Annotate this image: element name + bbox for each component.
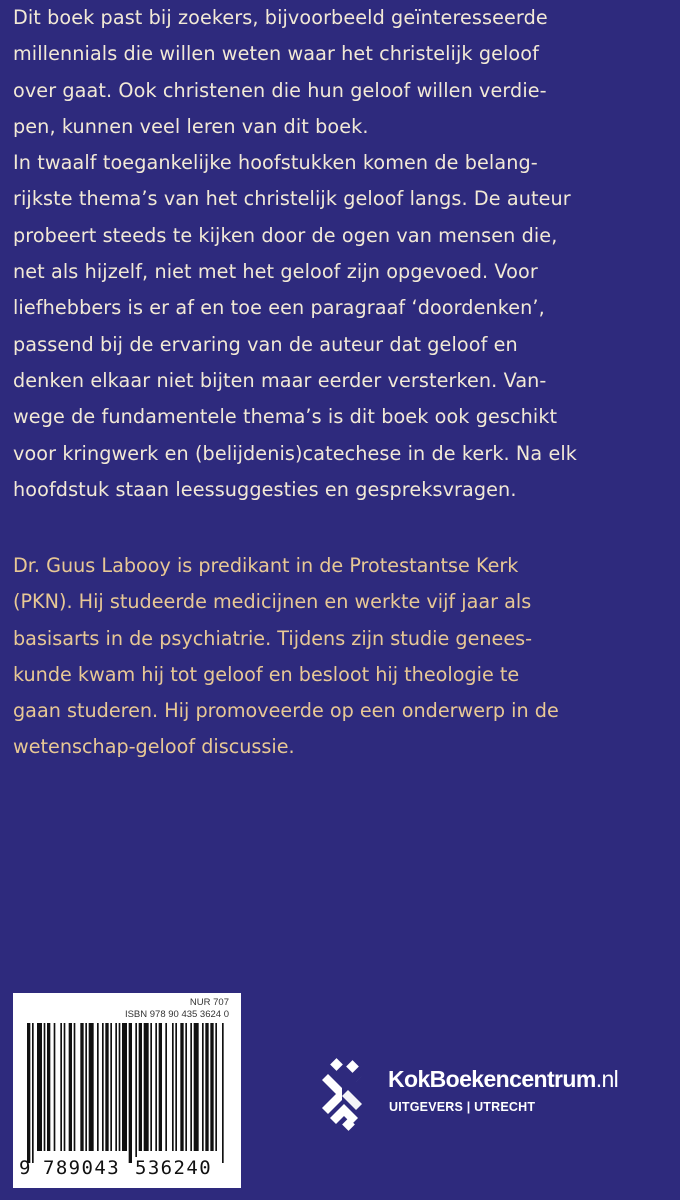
blurb-line: rijkste thema’s van het christelijk geloof langs. De auteur [13,187,571,211]
author-line: kunde kwam hij tot geloof en besloot hij theologie te [13,662,520,686]
barcode-bar [172,1023,174,1151]
blurb-line: probeert steeds te kijken door de ogen van mensen die, [13,223,558,247]
barcode-bar [102,1023,104,1151]
barcode-bar [74,1023,76,1151]
nur-code: NUR 707 [189,997,229,1008]
barcode-digit-first: 9 [19,1157,31,1179]
publisher-name [388,1066,618,1093]
barcode-bar [80,1023,83,1151]
isbn-number: ISBN 978 90 435 3624 0 [124,1009,229,1020]
blurb-line: hoofdstuk staan leessuggesties en gespreksvragen. [13,477,517,501]
blurb-line: over gaat. Ook christenen die hun geloof willen verdie- [13,78,547,102]
blurb-line: net als hijzelf, niet met het geloof zijn opgevoed. Voor [13,260,538,284]
publisher-mark-icon [318,1054,378,1134]
blurb-line: wege de fundamentele thema’s is dit boek ook geschikt [13,405,558,429]
barcode-bar [97,1023,99,1151]
barcode-bar [122,1023,127,1151]
author-line: gaan studeren. Hij promoveerde op een onderwerp in de [13,699,559,723]
barcode-bar [150,1023,152,1151]
blurb-line: millennials die willen weten waar het christelijk geloof [13,42,539,66]
blurb-line: pen, kunnen veel leren van dit boek. [13,114,369,138]
blurb-line: denken elkaar niet bijten maar eerder versterken. Van- [13,368,547,392]
isbn-barcode [13,993,241,1188]
publisher-logo [318,1054,678,1134]
blurb-line: voor kringwerk en (belijdenis)catechese in de kerk. Na elk [13,441,577,465]
author-line: (PKN). Hij studeerde medicijnen en werkte vijf jaar als [13,590,532,614]
barcode-bar [165,1023,167,1151]
barcode-bar [47,1023,50,1151]
barcode-bar [190,1023,192,1151]
author-line: Dr. Guus Labooy is predikant in de Protestantse Kerk [13,554,519,577]
blurb-line: In twaalf toegankelijke hoofstukken komen de belang- [13,151,538,175]
barcode-bar [139,1023,142,1151]
barcode-bar [27,1023,30,1163]
barcode-bar [205,1023,208,1151]
barcode-bar [129,1023,132,1163]
barcode-bar [85,1023,87,1151]
barcode-bar [105,1023,108,1151]
barcode-bar [185,1023,187,1151]
barcode-bar [37,1023,42,1151]
author-line: basisarts in de psychiatrie. Tijdens zijn studie genees- [13,626,533,650]
barcode-bar [155,1023,157,1151]
publisher-subtitle: UITGEVERS | UTRECHT [389,1100,536,1114]
barcode-bar [54,1023,56,1151]
barcode-bar [194,1023,199,1151]
barcode-bar [210,1023,213,1151]
barcode-bar [144,1023,149,1151]
barcode-bar [32,1023,34,1163]
blurb-line: Dit boek past bij zoekers, bijvoorbeeld geïnteresseerde [13,6,548,29]
publisher-name-main: KokBoekencentrum [388,1066,596,1092]
author-line: wetenschap-geloof discussie. [13,735,295,759]
barcode-bar [222,1023,224,1163]
barcode-bar [119,1023,121,1151]
blurb-line: passend bij de ervaring van de auteur dat geloof en [13,332,518,356]
barcode-bar [115,1023,117,1151]
barcode-bar [69,1023,72,1151]
barcode-bar [44,1023,46,1151]
author-bio [13,548,673,766]
barcode-bar [110,1023,112,1151]
barcode-bar [60,1023,62,1151]
barcode-bar [202,1023,204,1151]
barcode-bar [135,1023,137,1163]
blurb-text [13,0,673,508]
barcode-digits-left: 789043 [43,1157,121,1179]
publisher-tld: .nl [595,1066,619,1092]
barcode-bar [89,1023,94,1151]
barcode-meta [125,997,229,1021]
barcode-bar [175,1023,177,1151]
barcode-digits [19,1155,235,1181]
blurb-line: liefhebbers is er af en toe een paragraaf ‘doordenken’, [13,296,545,320]
barcode-digits-right: 536240 [135,1157,213,1179]
barcode-bar [159,1023,162,1151]
barcode-bars [27,1023,227,1163]
barcode-bar [64,1023,66,1151]
barcode-bar [215,1023,217,1151]
barcode-bar [180,1023,183,1151]
